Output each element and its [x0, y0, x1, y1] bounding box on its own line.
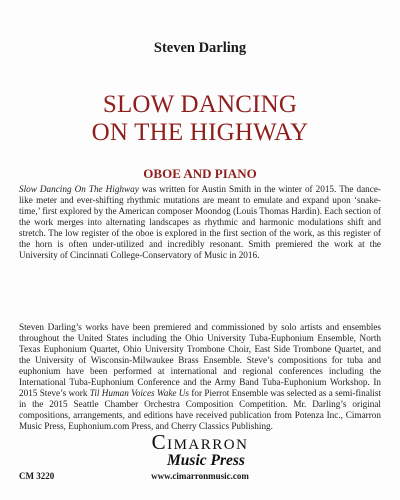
work-title	[0, 91, 400, 147]
biography-text-start: Steven Darling’s works have been premiered and commissioned by solo artists and ensembles throughout the United States including the Ohio University Tuba-Euphonium Ensemble, North Texas Euphonium Quartet, Ohio University Trombone Choir, East Side Trombone Quartet, and the University of Wisconsin-Milwaukee Brass Ensemble. Steve’s compositions for tuba and euphonium have been performed at international and regional conferences including the International Tuba-Euphonium Conference and the Army Band Tuba-Euphonium Workshop. In 2015 Steve’s work	[19, 322, 381, 398]
composer-name: Steven Darling	[153, 40, 247, 56]
publisher-logo-sub: Music Press	[167, 452, 245, 469]
biography-work-title: Til Human Voices Wake Us	[89, 387, 190, 398]
catalog-number: CM 3220	[19, 471, 55, 481]
title-line-1: SLOW DANCING	[102, 91, 298, 118]
title-line-2: ON THE HIGHWAY	[91, 119, 309, 146]
program-notes-text: was written for Austin Smith in the winter of 2015. The dance-like meter and ever-shifting rhythmic mutations are meant to emulate and expand upon ‘snake-time,’ first explored by the American composer Moondog (Louis Thomas Hardin). Each section of the work merges into alternating landscapes as rhythmic and harmonic modulations shift and stretch. The low register of the oboe is explored in the first section of the work, as this register of the horn is often under-utilized and incredibly resonant. Smith premiered the work at the University of Cincinnati College-Conservatory of Music in 2016.	[19, 184, 381, 260]
publisher-logo	[0, 431, 400, 469]
instrumentation: OBOE AND PIANO	[143, 166, 257, 181]
publisher-website: www.cimarronmusic.com	[151, 471, 249, 481]
composer-biography	[19, 322, 381, 432]
program-notes	[19, 184, 381, 261]
program-notes-work-title: Slow Dancing On The Highway	[19, 184, 139, 194]
publisher-logo-main: Cimarron	[151, 430, 249, 454]
biography-text-end: for Pierrot Ensemble was selected as a semi-finalist in the 2015 Seattle Chamber Orchestra Composition Competition. Mr. Darling’s original compositions, arrangements, and editions have received publication from Potenza Inc., Cimarron Music Press, Euphonium.com Press, and Cherry Classics Publishing.	[19, 387, 382, 431]
